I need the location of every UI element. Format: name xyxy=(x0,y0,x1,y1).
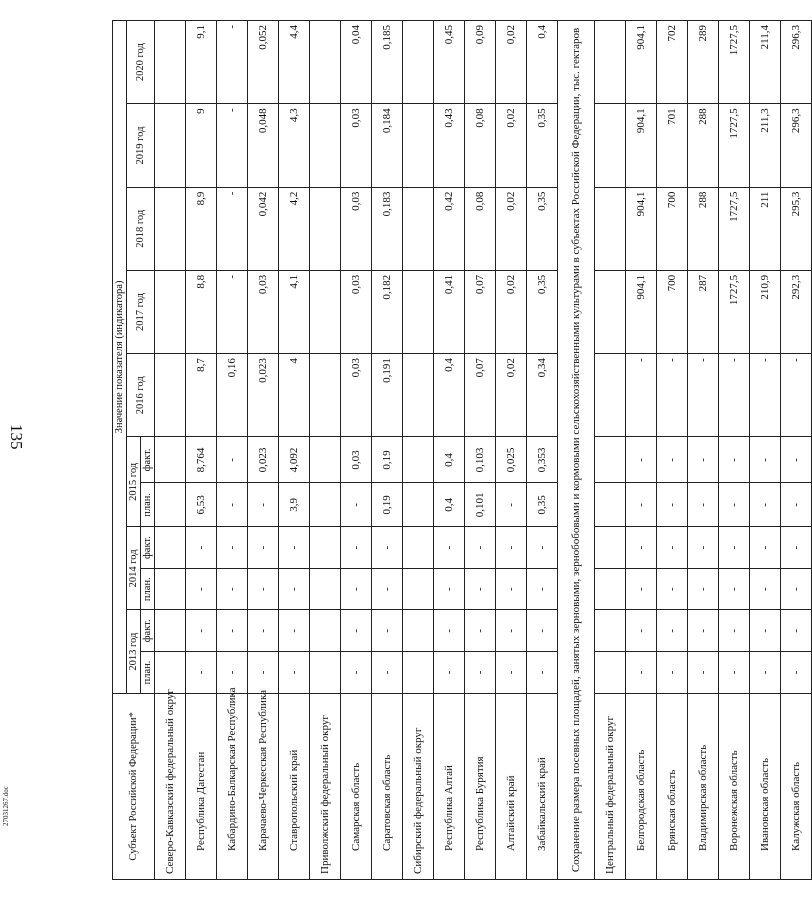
value-cell: 211 xyxy=(750,187,781,270)
value-cell: 701 xyxy=(657,104,688,187)
table-row xyxy=(279,21,310,880)
value-cell xyxy=(310,270,341,353)
value-cell: - xyxy=(657,652,688,694)
value-cell: 0,16 xyxy=(217,354,248,437)
value-cell: - xyxy=(719,610,750,652)
table-row xyxy=(750,21,781,880)
value-cell: 0,023 xyxy=(248,437,279,483)
fact-subheader: факт. xyxy=(141,527,155,569)
value-cell xyxy=(595,187,626,270)
indicator-table-sheet xyxy=(112,20,802,880)
value-cell: - xyxy=(496,652,527,694)
value-cell: 0,183 xyxy=(372,187,403,270)
value-cell: - xyxy=(657,483,688,527)
value-cell: 0,03 xyxy=(248,270,279,353)
value-cell xyxy=(403,437,434,483)
value-cell xyxy=(595,483,626,527)
region-name: Ивановская область xyxy=(750,693,781,879)
value-cell: - xyxy=(372,568,403,610)
district-name: Сибирский федеральный округ xyxy=(403,693,434,879)
table-body xyxy=(155,21,812,880)
value-cell: - xyxy=(688,568,719,610)
region-name: Ставропольский край xyxy=(279,693,310,879)
region-name: Республика Дагестан xyxy=(186,693,217,879)
value-cell: - xyxy=(217,610,248,652)
district-row xyxy=(310,21,341,880)
value-cell: 0,35 xyxy=(527,104,558,187)
value-cell xyxy=(595,437,626,483)
region-name: Калужская область xyxy=(781,693,812,879)
year-header: 2018 год xyxy=(127,187,155,270)
region-name: Воронежская область xyxy=(719,693,750,879)
table-row xyxy=(465,21,496,880)
value-cell: 0,025 xyxy=(496,437,527,483)
value-cell xyxy=(310,104,341,187)
value-cell: 904,1 xyxy=(626,187,657,270)
value-cell: 296,3 xyxy=(781,104,812,187)
value-cell: 0,052 xyxy=(248,21,279,104)
value-cell xyxy=(310,483,341,527)
value-cell xyxy=(155,21,186,104)
value-cell: - xyxy=(186,652,217,694)
value-cell: 0,185 xyxy=(372,21,403,104)
value-cell: - xyxy=(341,568,372,610)
value-cell: - xyxy=(217,527,248,569)
year-header: 2017 год xyxy=(127,270,155,353)
region-name: Саратовская область xyxy=(372,693,403,879)
value-cell: 0,04 xyxy=(341,21,372,104)
value-cell: 0,35 xyxy=(527,187,558,270)
year-header: 2016 год xyxy=(127,354,155,437)
value-cell: 0,353 xyxy=(527,437,558,483)
value-cell: 904,1 xyxy=(626,21,657,104)
value-cell xyxy=(310,527,341,569)
value-cell: - xyxy=(781,483,812,527)
value-cell: - xyxy=(496,568,527,610)
value-cell: - xyxy=(688,610,719,652)
value-cell: - xyxy=(186,610,217,652)
value-cell: - xyxy=(217,104,248,187)
value-cell: - xyxy=(750,437,781,483)
region-name: Белгородская область xyxy=(626,693,657,879)
value-cell xyxy=(310,652,341,694)
value-cell: 288 xyxy=(688,187,719,270)
value-cell: - xyxy=(626,354,657,437)
value-cell: - xyxy=(750,354,781,437)
value-cell: - xyxy=(657,610,688,652)
value-cell: - xyxy=(688,354,719,437)
value-cell: - xyxy=(248,568,279,610)
value-cell: - xyxy=(719,437,750,483)
value-cell: 292,3 xyxy=(781,270,812,353)
value-cell: - xyxy=(719,568,750,610)
district-row xyxy=(595,21,626,880)
value-cell: 9,1 xyxy=(186,21,217,104)
value-cell: - xyxy=(626,527,657,569)
value-cell: 0,02 xyxy=(496,21,527,104)
value-cell: 1727,5 xyxy=(719,270,750,353)
value-cell: - xyxy=(372,610,403,652)
district-name: Приволжский федеральный округ xyxy=(310,693,341,879)
value-cell: 1727,5 xyxy=(719,187,750,270)
table-header xyxy=(113,21,155,880)
value-cell: 0,184 xyxy=(372,104,403,187)
value-cell xyxy=(403,21,434,104)
value-cell: - xyxy=(434,610,465,652)
value-cell: - xyxy=(217,652,248,694)
value-cell: 4,092 xyxy=(279,437,310,483)
value-cell: - xyxy=(217,270,248,353)
value-cell: - xyxy=(719,354,750,437)
value-cell: - xyxy=(750,568,781,610)
value-cell xyxy=(310,354,341,437)
value-cell: - xyxy=(781,610,812,652)
value-cell: 0,42 xyxy=(434,187,465,270)
value-cell: 0,03 xyxy=(341,437,372,483)
value-cell: - xyxy=(781,527,812,569)
value-cell: - xyxy=(626,437,657,483)
value-cell: - xyxy=(465,527,496,569)
value-cell: 0,07 xyxy=(465,270,496,353)
value-cell: - xyxy=(781,568,812,610)
value-cell: 0,4 xyxy=(434,354,465,437)
value-cell: - xyxy=(527,527,558,569)
value-cell: 0,08 xyxy=(465,104,496,187)
value-cell: 0,03 xyxy=(341,270,372,353)
value-cell: - xyxy=(781,354,812,437)
value-cell xyxy=(403,270,434,353)
table-row xyxy=(527,21,558,880)
value-cell: - xyxy=(688,437,719,483)
value-cell: 0,4 xyxy=(434,483,465,527)
value-cell xyxy=(595,568,626,610)
value-cell: - xyxy=(279,652,310,694)
value-cell: - xyxy=(781,437,812,483)
value-cell: 0,09 xyxy=(465,21,496,104)
value-cell: 0,35 xyxy=(527,270,558,353)
value-cell: - xyxy=(496,610,527,652)
value-cell: - xyxy=(719,483,750,527)
value-cell: 3,9 xyxy=(279,483,310,527)
region-name: Брянская область xyxy=(657,693,688,879)
value-cell: 295,3 xyxy=(781,187,812,270)
value-cell: 0,34 xyxy=(527,354,558,437)
district-name: Центральный федеральный округ xyxy=(595,693,626,879)
value-cell xyxy=(155,568,186,610)
value-cell: - xyxy=(750,652,781,694)
table-row xyxy=(434,21,465,880)
value-cell: 0,07 xyxy=(465,354,496,437)
value-cell: - xyxy=(248,527,279,569)
fact-subheader: факт. xyxy=(141,437,155,483)
value-cell xyxy=(403,568,434,610)
value-cell: - xyxy=(465,652,496,694)
value-cell xyxy=(310,568,341,610)
value-cell: - xyxy=(750,610,781,652)
value-cell: - xyxy=(657,568,688,610)
value-cell: 0,45 xyxy=(434,21,465,104)
value-cell: 0,103 xyxy=(465,437,496,483)
value-cell: - xyxy=(186,568,217,610)
value-cell: 0,02 xyxy=(496,354,527,437)
value-cell: - xyxy=(626,652,657,694)
value-cell: - xyxy=(434,652,465,694)
table-row xyxy=(341,21,372,880)
value-cell: 296,3 xyxy=(781,21,812,104)
value-cell: - xyxy=(688,527,719,569)
value-cell: - xyxy=(279,527,310,569)
value-cell: 0,4 xyxy=(434,437,465,483)
region-name: Карачаево-Черкесская Республика xyxy=(248,693,279,879)
value-cell: 0,182 xyxy=(372,270,403,353)
table-row xyxy=(372,21,403,880)
value-cell xyxy=(155,483,186,527)
value-cell: 0,43 xyxy=(434,104,465,187)
value-cell: 6,53 xyxy=(186,483,217,527)
year-header: 2019 год xyxy=(127,104,155,187)
table-row xyxy=(719,21,750,880)
value-cell: 8,764 xyxy=(186,437,217,483)
value-cell: - xyxy=(626,568,657,610)
table-row xyxy=(496,21,527,880)
value-cell: - xyxy=(465,610,496,652)
region-name: Забайкальский край xyxy=(527,693,558,879)
value-cell: 0,03 xyxy=(341,354,372,437)
value-cell: 287 xyxy=(688,270,719,353)
value-cell: 0,042 xyxy=(248,187,279,270)
value-cell: 4,4 xyxy=(279,21,310,104)
region-name: Владимирская область xyxy=(688,693,719,879)
value-cell xyxy=(155,354,186,437)
value-cell: 0,101 xyxy=(465,483,496,527)
value-cell xyxy=(155,527,186,569)
year-header: 2015 год xyxy=(127,437,141,527)
table-row xyxy=(657,21,688,880)
value-cell xyxy=(403,652,434,694)
value-cell xyxy=(595,610,626,652)
value-cell: 0,19 xyxy=(372,437,403,483)
value-cell xyxy=(595,652,626,694)
value-cell: - xyxy=(465,568,496,610)
value-cell: 4,3 xyxy=(279,104,310,187)
value-cell: - xyxy=(217,21,248,104)
value-cell: - xyxy=(527,652,558,694)
region-name: Алтайский край xyxy=(496,693,527,879)
value-cell: 4,2 xyxy=(279,187,310,270)
value-cell: 0,191 xyxy=(372,354,403,437)
table-row xyxy=(217,21,248,880)
value-cell: - xyxy=(248,652,279,694)
value-cell: - xyxy=(186,527,217,569)
value-cell xyxy=(155,104,186,187)
value-cell: - xyxy=(626,483,657,527)
subject-column-header: Субъект Российской Федерации* xyxy=(113,693,155,879)
value-cell: - xyxy=(372,527,403,569)
plan-subheader: план. xyxy=(141,652,155,694)
plan-subheader: план. xyxy=(141,568,155,610)
value-cell: 0,4 xyxy=(527,21,558,104)
value-cell: 0,02 xyxy=(496,187,527,270)
region-name: Самарская область xyxy=(341,693,372,879)
table-row xyxy=(186,21,217,880)
value-cell: - xyxy=(434,568,465,610)
value-cell: 0,08 xyxy=(465,187,496,270)
value-cell: 0,02 xyxy=(496,270,527,353)
value-cell: - xyxy=(688,652,719,694)
value-cell: - xyxy=(496,527,527,569)
value-cell xyxy=(403,483,434,527)
section-heading: Сохранение размера посевных площадей, занятых зерновыми, зернобобовыми и кормовыми сельскохозяйственными культурами в субъектах Российской Федерации, тыс. гектаров xyxy=(558,21,595,880)
value-cell: 0,03 xyxy=(341,104,372,187)
value-cell: - xyxy=(341,483,372,527)
value-cell xyxy=(155,270,186,353)
value-cell: - xyxy=(657,527,688,569)
value-cell: 4 xyxy=(279,354,310,437)
value-cell xyxy=(310,610,341,652)
value-cell: - xyxy=(248,610,279,652)
value-cell: 8,8 xyxy=(186,270,217,353)
fact-subheader: факт. xyxy=(141,610,155,652)
value-cell: 904,1 xyxy=(626,104,657,187)
district-row xyxy=(155,21,186,880)
value-cell: - xyxy=(496,483,527,527)
value-cell xyxy=(403,104,434,187)
indicator-table xyxy=(112,20,812,880)
value-cell: - xyxy=(719,527,750,569)
value-cell xyxy=(310,21,341,104)
value-cell: 9 xyxy=(186,104,217,187)
value-cell: 0,03 xyxy=(341,187,372,270)
value-cell: - xyxy=(719,652,750,694)
value-cell: - xyxy=(279,610,310,652)
value-cell: 1727,5 xyxy=(719,104,750,187)
indicator-group-header: Значение показателя (индикатора) xyxy=(113,21,127,694)
value-cell: - xyxy=(626,610,657,652)
value-cell: - xyxy=(217,568,248,610)
value-cell xyxy=(155,187,186,270)
value-cell: 211,3 xyxy=(750,104,781,187)
value-cell xyxy=(595,21,626,104)
value-cell xyxy=(403,187,434,270)
value-cell xyxy=(155,437,186,483)
year-header: 2013 год xyxy=(127,610,141,693)
value-cell: - xyxy=(217,437,248,483)
value-cell: 0,35 xyxy=(527,483,558,527)
value-cell: 289 xyxy=(688,21,719,104)
table-row xyxy=(248,21,279,880)
value-cell: 8,9 xyxy=(186,187,217,270)
value-cell: - xyxy=(688,483,719,527)
value-cell: 700 xyxy=(657,187,688,270)
value-cell: 0,19 xyxy=(372,483,403,527)
value-cell: - xyxy=(341,652,372,694)
value-cell: - xyxy=(279,568,310,610)
table-row xyxy=(781,21,812,880)
plan-subheader: план. xyxy=(141,483,155,527)
region-name: Кабардино-Балкарская Республика xyxy=(217,693,248,879)
value-cell xyxy=(403,354,434,437)
value-cell xyxy=(595,270,626,353)
region-name: Республика Алтай xyxy=(434,693,465,879)
value-cell xyxy=(595,527,626,569)
value-cell: - xyxy=(217,483,248,527)
value-cell: - xyxy=(781,652,812,694)
value-cell: - xyxy=(248,483,279,527)
page-number: 135 xyxy=(7,424,26,450)
value-cell: - xyxy=(657,354,688,437)
value-cell: 702 xyxy=(657,21,688,104)
document-filename: 27031267.doc xyxy=(2,786,10,826)
value-cell: - xyxy=(434,527,465,569)
value-cell xyxy=(595,104,626,187)
value-cell: 0,048 xyxy=(248,104,279,187)
value-cell: - xyxy=(750,527,781,569)
table-row xyxy=(626,21,657,880)
value-cell: 8,7 xyxy=(186,354,217,437)
value-cell xyxy=(310,187,341,270)
value-cell: 0,023 xyxy=(248,354,279,437)
section-heading-row xyxy=(558,21,595,880)
value-cell xyxy=(155,610,186,652)
value-cell xyxy=(403,610,434,652)
value-cell: - xyxy=(341,527,372,569)
value-cell: 210,9 xyxy=(750,270,781,353)
value-cell: 4,1 xyxy=(279,270,310,353)
value-cell: 0,02 xyxy=(496,104,527,187)
value-cell: - xyxy=(217,187,248,270)
district-name: Северо-Кавказский федеральный округ xyxy=(155,693,186,879)
value-cell: - xyxy=(527,568,558,610)
region-name: Республика Бурятия xyxy=(465,693,496,879)
value-cell: - xyxy=(527,610,558,652)
value-cell xyxy=(310,437,341,483)
value-cell xyxy=(155,652,186,694)
value-cell: - xyxy=(372,652,403,694)
value-cell: 0,41 xyxy=(434,270,465,353)
value-cell: 1727,5 xyxy=(719,21,750,104)
value-cell xyxy=(595,354,626,437)
value-cell: 288 xyxy=(688,104,719,187)
value-cell: 700 xyxy=(657,270,688,353)
district-row xyxy=(403,21,434,880)
value-cell: - xyxy=(341,610,372,652)
year-header: 2020 год xyxy=(127,21,155,104)
value-cell: 211,4 xyxy=(750,21,781,104)
value-cell: 904,1 xyxy=(626,270,657,353)
value-cell: - xyxy=(750,483,781,527)
year-header: 2014 год xyxy=(127,527,141,610)
table-row xyxy=(688,21,719,880)
value-cell xyxy=(403,527,434,569)
value-cell: - xyxy=(657,437,688,483)
